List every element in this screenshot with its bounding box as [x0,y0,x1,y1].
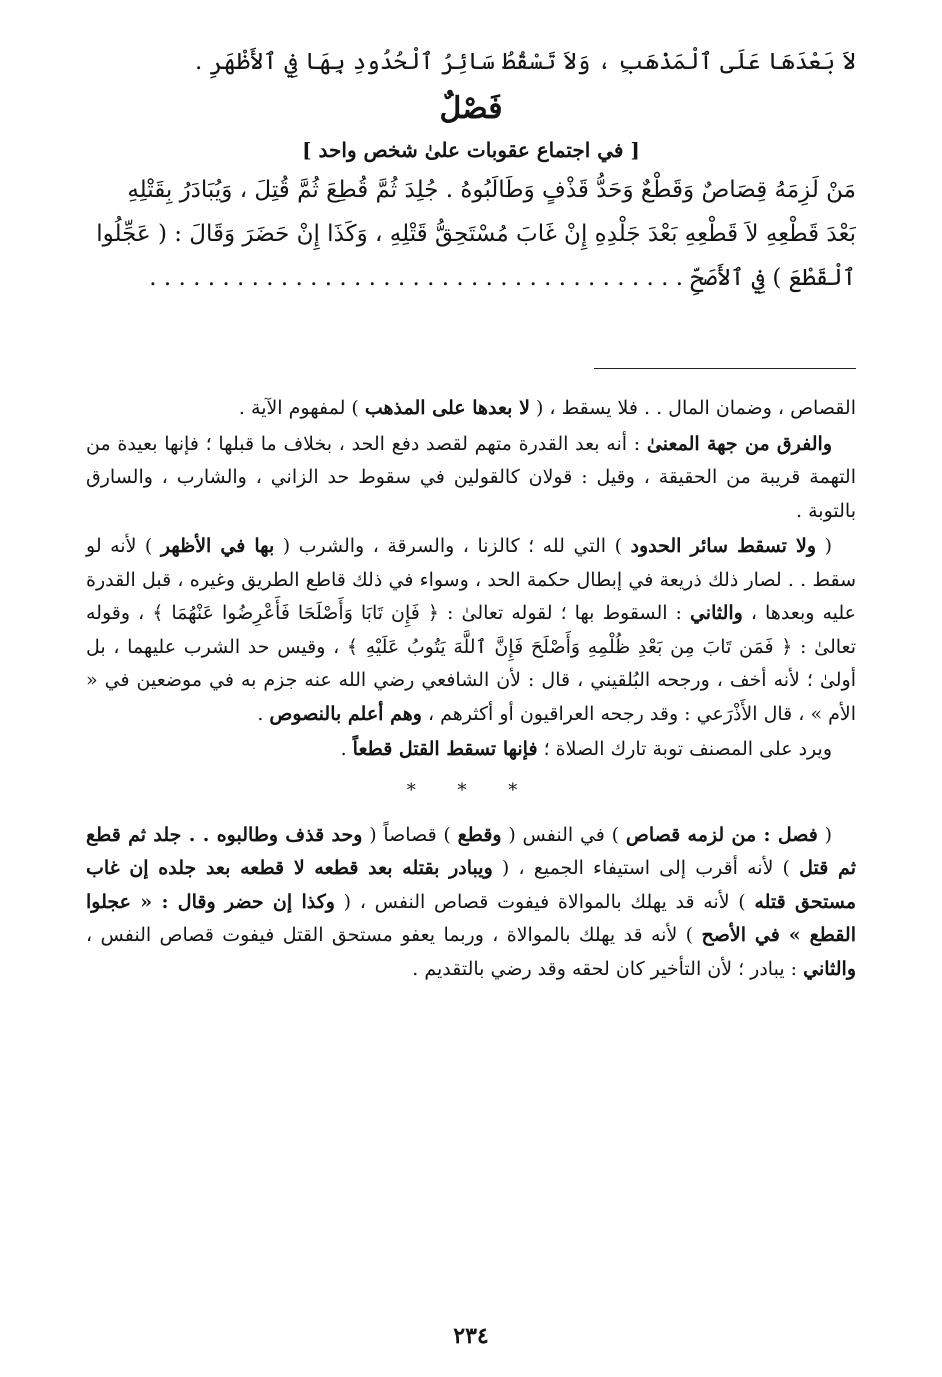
fasl-heading: فَصْلٌ [439,91,503,126]
bold-run: فصل : من لزمه قصاص [625,823,818,846]
matn-line-3: بَعْدَ قَطْعِهِ لاَ قَطْعِهِ بَعْدَ جَلْدِهِ إِنْ غَابَ مُسْتَحِقُّ قَتْلِهِ ، وَكَذَا إِنْ حَضَرَ وَقَالَ : ( عَجِّلُوا [96,221,856,247]
bold-run: ويبادر بقتله بعد قطعه لا قطعه بعد جلده إن غاب مستحق قتله [86,857,857,913]
bold-run: لا بعدها على المذهب [364,397,530,419]
bold-run: ولا تسقط سائر الحدود [630,535,817,557]
matn-line-2: مَنْ لَزِمَهُ قِصَاصٌ وَقَطْعٌ وَحَدُّ قَذْفٍ وَطَالَبُوهُ . جُلِدَ ثُمَّ قُطِعَ ثُمَّ قُتِلَ ، وَيُبَادَرُ بِقَتْلِهِ [127,177,856,203]
sharh-paragraph-5 [86,819,856,987]
sharh-paragraph-1 [86,392,856,426]
text-run: ) لأنه قد يهلك بالموالاة ، وربما يعفو مستحق القتل فيفوت قصاص النفس ، [86,924,702,946]
bold-run: وحد قذف وطالبوه . . جلد ثم قطع ثم قتل [86,823,856,879]
text-run: ) في النفس ( [501,823,626,846]
fasl-subtitle: [ في اجتماع عقوبات علىٰ شخص واحد ] [302,138,640,162]
matn-line-4: ٱلْقَطْعَ ) فِي ٱلأَصَحِّ . . . . . . . . . . . . . . . . . . . . . . . . . . . . . . . . . . . . . [149,265,856,291]
bold-run: بها في الأظهر [160,535,275,557]
text-run: ) لأنه قد يهلك بالموالاة فيفوت قصاص النفس ، ( [334,890,755,913]
footnote-divider [594,368,856,369]
bold-run: وكذا إن حضر وقال : « عجلوا القطع » في الأصح [86,890,856,946]
text-run: ( [816,535,832,557]
text-run: ) لأنه أقرب إلى استيفاء الجميع ، ( [492,857,800,879]
matn-line-1: لاَ بَعْدَهَا عَلَى ٱلْمَذْهَبِ ، وَلاَ تَسْقُطُ سَائِرُ ٱلْحُدُودِ بِهَا فِي ٱلأَظْهَرِ . [194,49,856,75]
bold-run: وقطع [457,823,502,846]
book-page [86,40,856,1360]
sharh-paragraph-4 [86,733,856,767]
bold-run: وهم أعلم بالنصوص [269,702,422,725]
matn-section [86,40,856,300]
text-run: : أنه بعد القدرة متهم لقصد دفع الحد ، بخلاف ما قبلها ؛ فإنها بعيدة من التهمة قريبة من الحقيقة ، وقيل : قولان كالقولين في سقوط حد الزاني ، والشارب ، والسارق بالتوبة . [86,432,856,522]
text-run: ويرد على المصنف توبة تارك الصلاة ؛ [537,738,832,760]
text-run: : يبادر ؛ لأن التأخير كان لحقه وقد رضي بالتقديم . [412,957,804,980]
text-run: ) قصاصاً ( [362,823,458,846]
bold-run: فإنها تسقط القتل قطعاً [352,738,538,760]
text-run: ( [817,823,832,846]
text-run: . [340,738,353,760]
text-run: ) التي لله ؛ كالزنا ، والسرقة ، والشرب ( [274,535,631,557]
text-run: ) لمفهوم الآية . [238,397,365,419]
page-number: ٢٣٤ [453,1323,489,1349]
bold-run: والثاني [803,957,856,980]
section-separator-stars: * * * [406,779,536,801]
text-run: ) لأنه لو سقط . . لصار ذلك ذريعة في إبطال حكمة الحد ، وسواء في ذلك قاطع الطريق وغيره ، قبل القدرة عليه وبعدها ، [86,535,856,624]
text-run: : السقوط بها ؛ لقوله تعالىٰ : ﴿ فَإِن تَابَا وَأَصْلَحَا فَأَعْرِضُوا عَنْهُمَا ﴾ ، وقوله تعالىٰ : ﴿ فَمَن تَابَ مِن بَعْدِ ظُلْمِهِ وَأَصْلَحَ فَإِنَّ ٱللَّهَ يَتُوبُ عَلَيْهِ ﴾ ، وقيس حد الشرب عليهما ، بل أولىٰ ؛ لأنه أخف ، ورجحه البُلقيني ، قال : لأن الشافعي رضي الله عنه جزم به في موضعين في « الأم » ، قال الأَذْرَعي : وقد رجحه العراقيون أو أكثرهم ، [86,602,856,725]
text-run: . [257,702,270,725]
bold-run: والفرق من جهة المعنىٰ [646,432,832,455]
text-run: القصاص ، وضمان المال . . فلا يسقط ، ( [529,397,856,419]
sharh-paragraph-3 [86,530,856,731]
sharh-paragraph-2 [86,428,856,529]
bold-run: والثاني [689,602,743,624]
sharh-commentary [86,392,856,988]
